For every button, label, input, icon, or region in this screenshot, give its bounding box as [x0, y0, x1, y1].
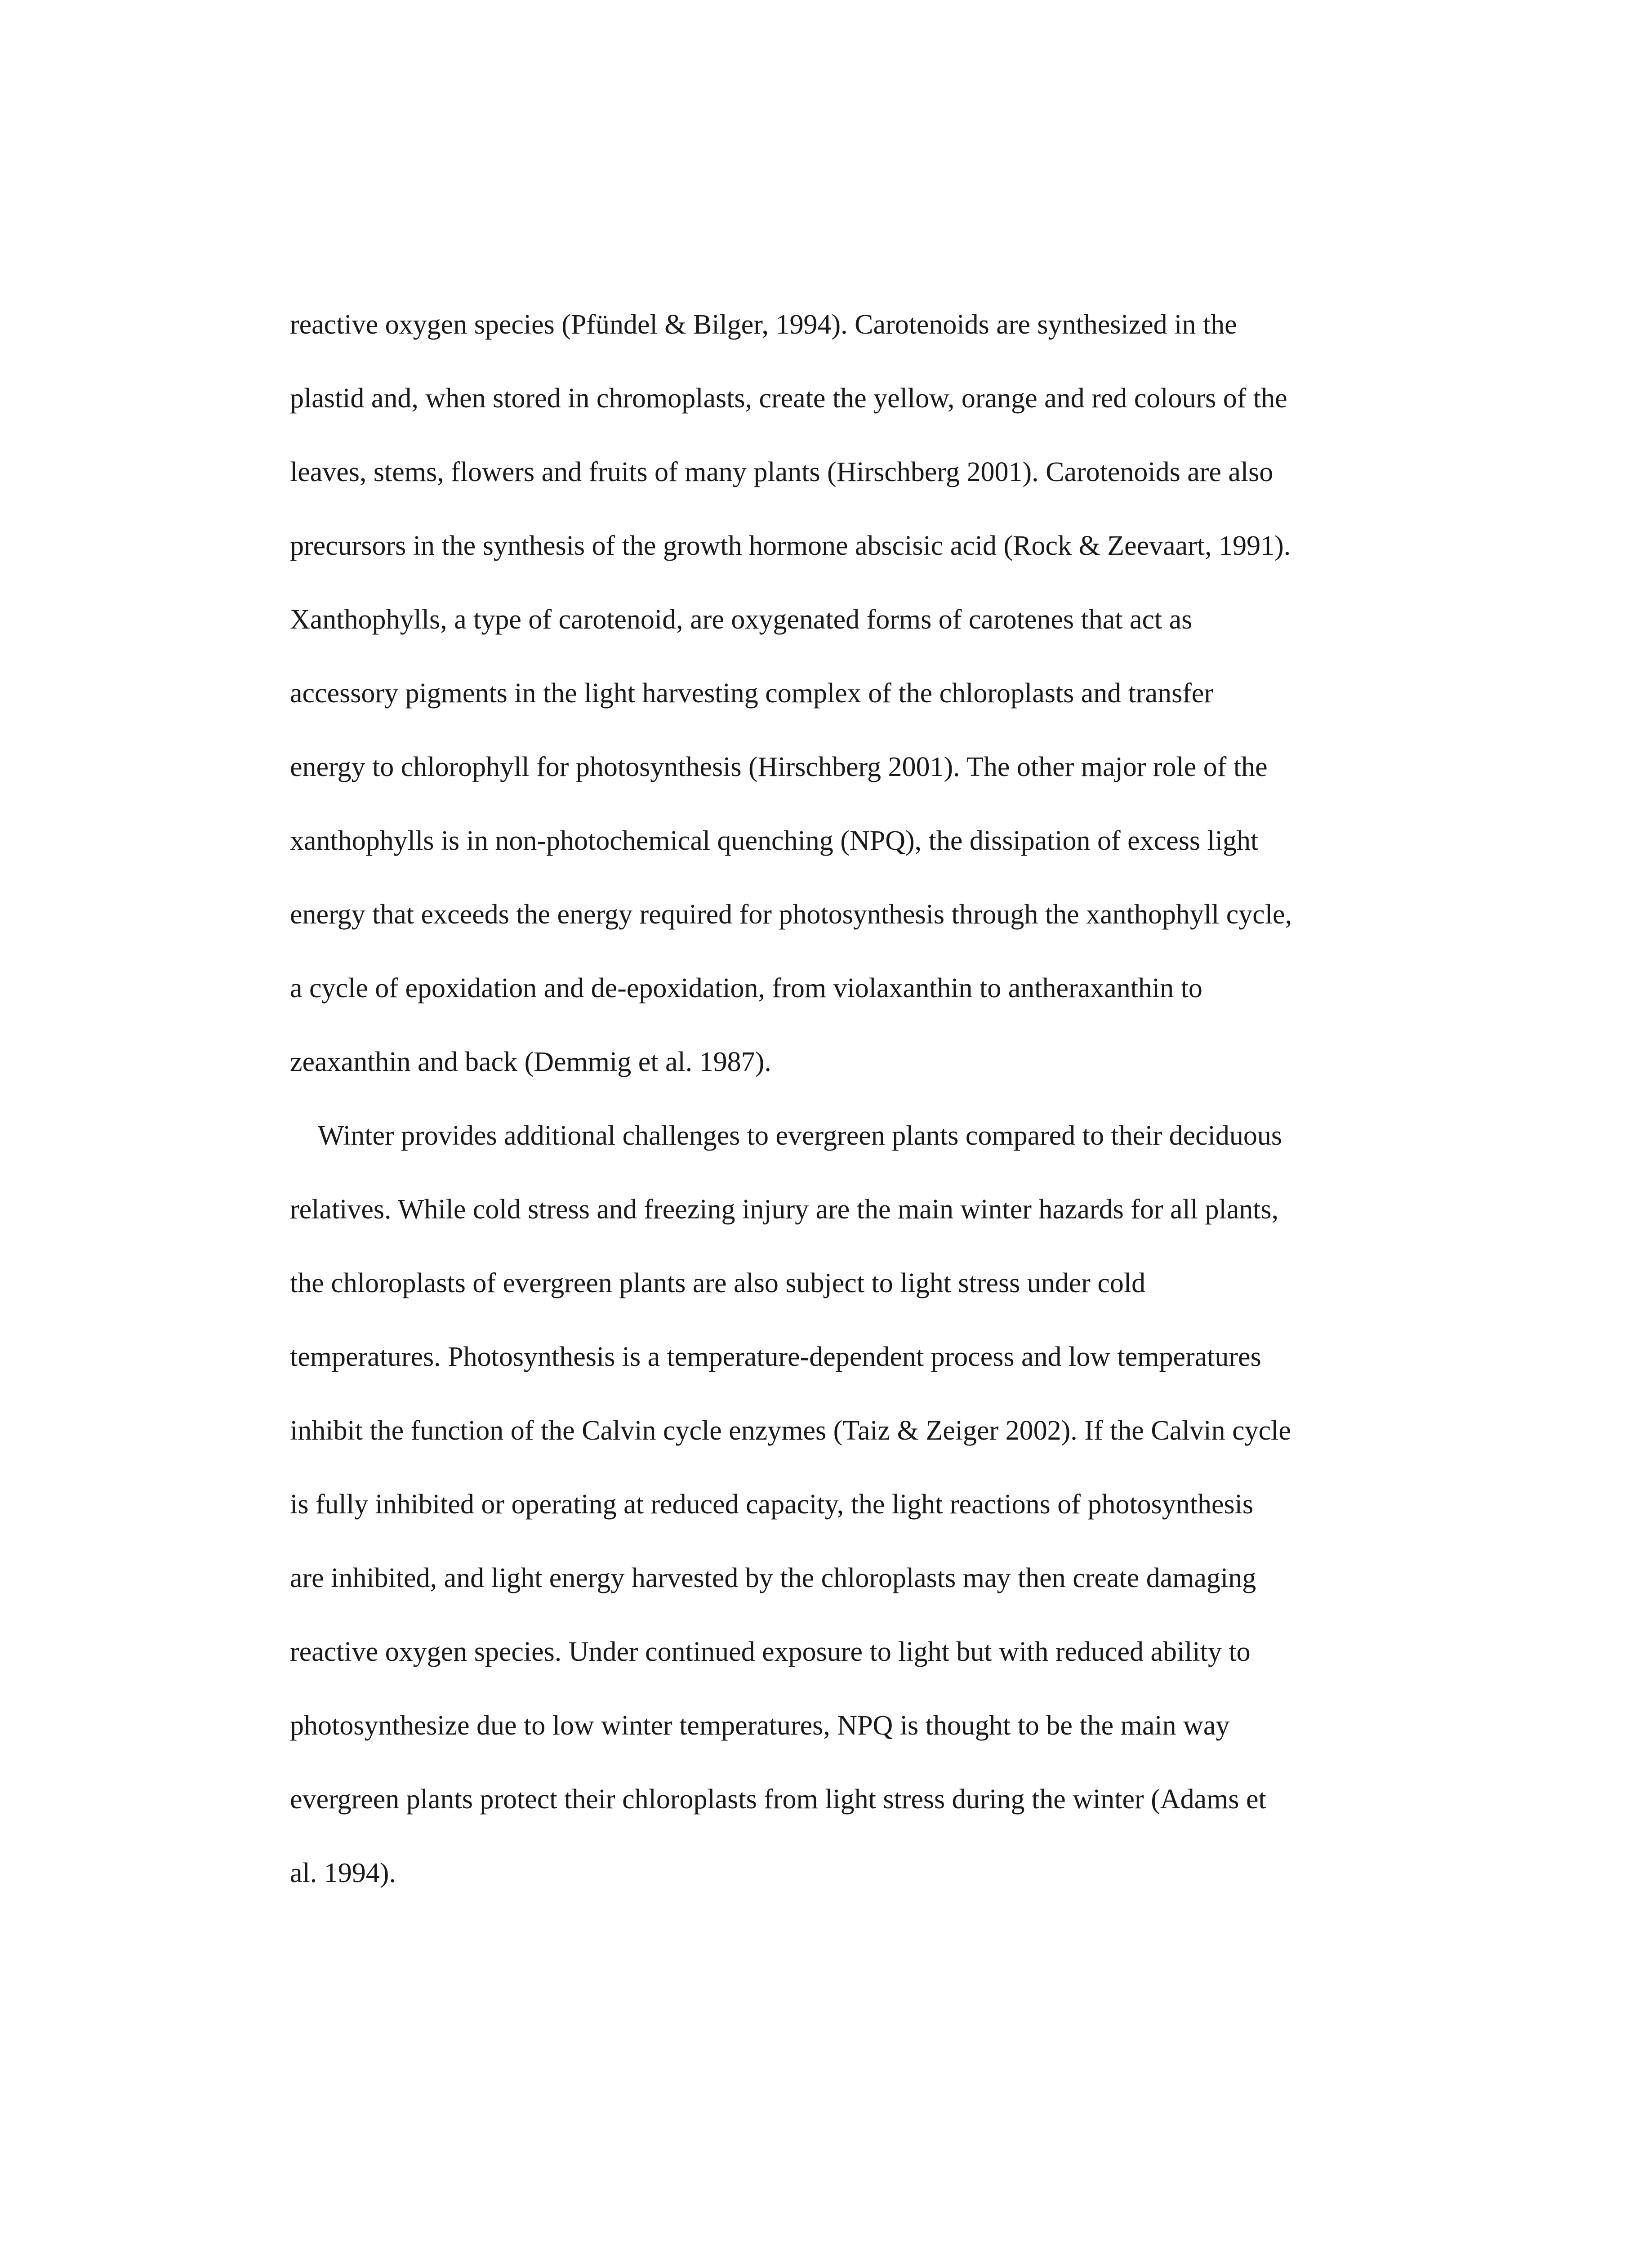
text-line: reactive oxygen species (Pfündel & Bilger, 1994). Carotenoids are synthesized in the — [290, 309, 1237, 340]
text-line: precursors in the synthesis of the growth hormone abscisic acid (Rock & Zeevaart, 1991). — [290, 531, 1291, 561]
text-line: temperatures. Photosynthesis is a temperature-dependent process and low temperatures — [290, 1342, 1261, 1372]
text-line: energy to chlorophyll for photosynthesis (Hirschberg 2001). The other major role of the — [290, 752, 1268, 782]
text-line: photosynthesize due to low winter temperatures, NPQ is thought to be the main way — [290, 1710, 1230, 1741]
text-line: relatives. While cold stress and freezing injury are the main winter hazards for all plants, — [290, 1194, 1279, 1225]
text-line: accessory pigments in the light harvesting complex of the chloroplasts and transfer — [290, 678, 1214, 709]
text-line: the chloroplasts of evergreen plants are also subject to light stress under cold — [290, 1268, 1146, 1298]
text-line: a cycle of epoxidation and de-epoxidation, from violaxanthin to antheraxanthin to — [290, 973, 1202, 1004]
text-line: xanthophylls is in non-photochemical quenching (NPQ), the dissipation of excess light — [290, 825, 1259, 856]
text-line: is fully inhibited or operating at reduced capacity, the light reactions of photosynthesis — [290, 1489, 1254, 1520]
text-line: reactive oxygen species. Under continued exposure to light but with reduced ability to — [290, 1637, 1251, 1667]
text-line: Xanthophylls, a type of carotenoid, are oxygenated forms of carotenes that act as — [290, 604, 1193, 635]
body-text — [290, 288, 1441, 1910]
text-line: Winter provides additional challenges to evergreen plants compared to their deciduous — [318, 1120, 1282, 1151]
text-line: al. 1994). — [290, 1858, 396, 1888]
text-line: evergreen plants protect their chloroplasts from light stress during the winter (Adams et — [290, 1784, 1266, 1815]
text-line: are inhibited, and light energy harvested by the chloroplasts may then create damaging — [290, 1563, 1256, 1593]
text-line: inhibit the function of the Calvin cycle enzymes (Taiz & Zeiger 2002). If the Calvin cycle — [290, 1415, 1291, 1446]
text-line: plastid and, when stored in chromoplasts, create the yellow, orange and red colours of the — [290, 383, 1287, 414]
text-line: leaves, stems, flowers and fruits of many plants (Hirschberg 2001). Carotenoids are also — [290, 457, 1274, 487]
text-line: zeaxanthin and back (Demmig et al. 1987). — [290, 1047, 771, 1077]
text-line: energy that exceeds the energy required for photosynthesis through the xanthophyll cycle, — [290, 899, 1292, 930]
